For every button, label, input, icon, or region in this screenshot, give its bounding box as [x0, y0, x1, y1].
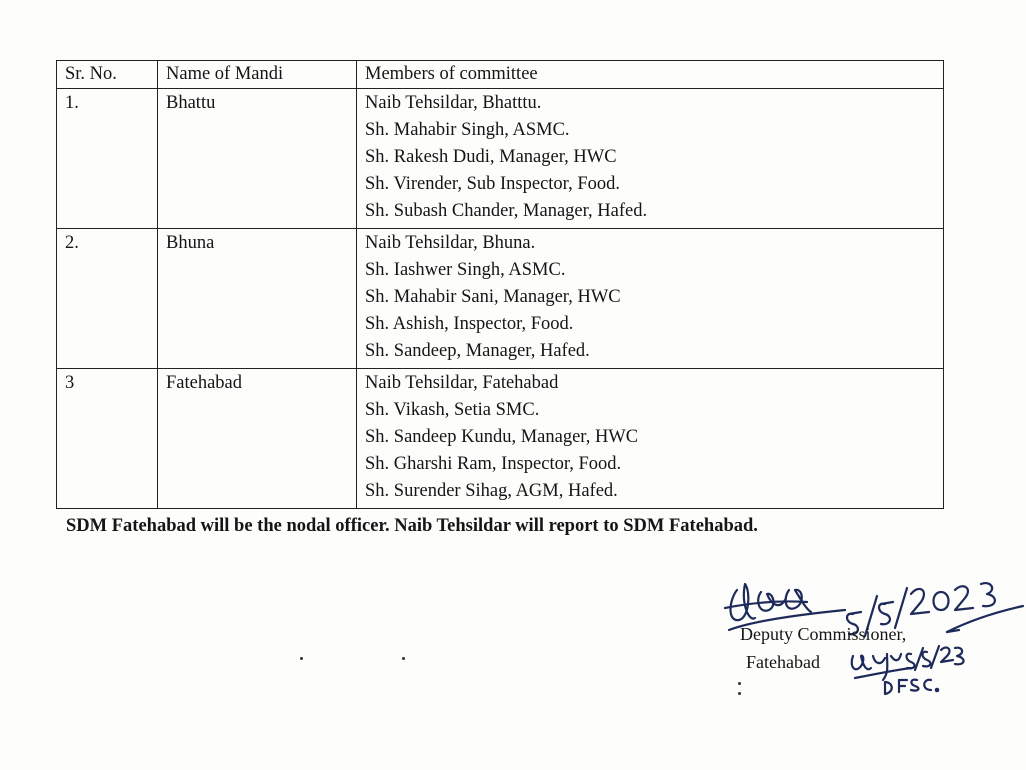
- signature-stroke: [911, 589, 929, 614]
- header-members: Members of committee: [357, 61, 944, 89]
- committee-table: [56, 60, 944, 509]
- signature-stroke: [731, 584, 756, 620]
- member-entry: Sh. Sandeep, Manager, Hafed.: [365, 341, 590, 361]
- row-mandi-name: Fatehabad: [158, 369, 357, 509]
- nodal-officer-note: SDM Fatehabad will be the nodal officer. Naib Tehsildar will report to SDM Fatehabad.: [66, 516, 758, 536]
- scan-speck: [300, 657, 303, 660]
- member-entry: Sh. Surender Sihag, AGM, Hafed.: [365, 481, 618, 501]
- signature-stroke: [885, 682, 892, 694]
- signature-stroke: [907, 654, 915, 669]
- scan-speck: [402, 657, 405, 660]
- signature-stroke: [915, 648, 923, 670]
- row-members: [357, 89, 944, 229]
- member-entry: Naib Tehsildar, Fatehabad: [365, 373, 559, 393]
- row-mandi-name: Bhuna: [158, 229, 357, 369]
- signature-stroke: [936, 689, 938, 691]
- row-sr-no: 2.: [57, 229, 158, 369]
- table-row: [57, 89, 944, 229]
- member-entry: Sh. Subash Chander, Manager, Hafed.: [365, 201, 648, 221]
- row-members: [357, 229, 944, 369]
- signature-stroke: [955, 648, 964, 665]
- scan-speck: [738, 682, 741, 685]
- member-entry: Naib Tehsildar, Bhatttu.: [365, 93, 542, 113]
- signatory-designation: Deputy Commissioner,: [740, 624, 907, 644]
- table-row: [57, 229, 944, 369]
- signature-stroke: [934, 592, 949, 610]
- signature-stroke: [911, 680, 918, 691]
- member-entry: Sh. Ashish, Inspector, Food.: [365, 314, 574, 334]
- member-entry: Sh. Gharshi Ram, Inspector, Food.: [365, 454, 622, 474]
- signature-stroke: [849, 612, 861, 614]
- signature-stroke: [881, 602, 893, 604]
- signature-stroke: [931, 646, 939, 668]
- member-entry: Sh. Rakesh Dudi, Manager, HWC: [365, 147, 617, 167]
- member-entry: Sh. Mahabir Singh, ASMC.: [365, 120, 570, 140]
- row-members: [357, 369, 944, 509]
- signature-block: [740, 620, 906, 676]
- header-mandi-name: Name of Mandi: [158, 61, 357, 89]
- member-entry: Sh. Iashwer Singh, ASMC.: [365, 260, 566, 280]
- signature-stroke: [899, 680, 907, 692]
- member-entry: Sh. Virender, Sub Inspector, Food.: [365, 174, 621, 194]
- signatory-place: Fatehabad: [746, 652, 820, 672]
- table-header-row: [57, 61, 944, 89]
- scan-speck: [738, 692, 741, 695]
- table-row: [57, 369, 944, 509]
- signature-stroke: [981, 583, 995, 606]
- row-sr-no: 1.: [57, 89, 158, 229]
- row-sr-no: 3: [57, 369, 158, 509]
- row-mandi-name: Bhattu: [158, 89, 357, 229]
- header-sr-no: Sr. No.: [57, 61, 158, 89]
- signature-stroke: [923, 652, 931, 667]
- member-entry: Naib Tehsildar, Bhuna.: [365, 233, 536, 253]
- signature-stroke: [941, 648, 953, 662]
- member-entry: Sh. Mahabir Sani, Manager, HWC: [365, 287, 621, 307]
- member-entry: Sh. Sandeep Kundu, Manager, HWC: [365, 427, 639, 447]
- signature-stroke: [924, 680, 931, 690]
- signature-stroke: [955, 586, 973, 610]
- member-entry: Sh. Vikash, Setia SMC.: [365, 400, 540, 420]
